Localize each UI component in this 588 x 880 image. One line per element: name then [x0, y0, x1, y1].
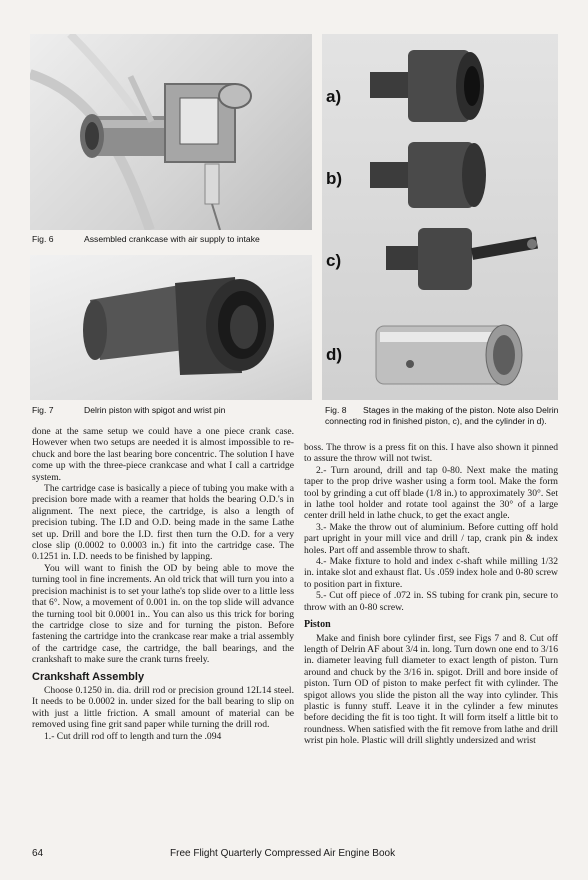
book-title: Free Flight Quarterly Compressed Air Engine Book — [170, 848, 396, 859]
left-paragraph: Choose 0.1250 in. dia. drill rod or precision ground 12L14 steel. It needs to be 0.0002 in. under sized for the ball bearing to slip on with just a little friction. A small amount of material can be removed using fine grit sand paper while turning the drill rod. — [32, 684, 294, 731]
left-paragraph: The cartridge case is basically a piece of tubing you make with a precision bore made with a reamer that holds the bearing O.D.'s in alignment. The next piece, the cartridge, is also a length of precision tubing. The I.D and O.D. being made in the same Lathe set up. Drill and bore the I.D. first then turn the O.D. for a very close slip (0.0002 to 0.0003 in.) fit into the cartridge case. The 0.1251 in. I.D. needs to be finished by lapping. — [32, 483, 294, 563]
section-heading-crankshaft: Crankshaft Assembly — [32, 670, 145, 683]
fig7-caption-text: Delrin piston with spigot and wrist pin — [84, 405, 226, 415]
right-paragraph: 2.- Turn around, drill and tap 0-80. Next make the mating taper to the prop drive washer using a form tool. Make the form tool by grinding a cut off blade (1/8 in.) to approximately 30°. Set in lathe tool holder and rotate tool against the 30° of a large center drill held in lathe chuck, to get the exact angle. — [304, 464, 558, 522]
right-paragraph: Make and finish bore cylinder first, see Figs 7 and 8. Cut off length of Delrin AF about 3/4 in. long. Turn down one end to 3/16 in. diameter leaving full diameter to exact length of piston. Turn around and chuck by the 3/16 in. spigot. Drill and bore inside of piston. Turn OD of piston to make perfect fit with cylinder. The spigot allows you slide the piston all the way into cylinder. This plastic is funny stuff. Leave it in the cylinder a few minutes before deciding the fit is too tight. It will form itself a little bit to roundness. When satisfied with the fit remove from lathe and drill wrist pin hole. Plastic will drill slightly undersized and wrist — [304, 632, 558, 747]
section-heading-piston: Piston — [304, 619, 331, 631]
delrin-piston-illustration — [30, 255, 312, 400]
left-paragraph: done at the same setup we could have a one piece crank case. However when two setups are needed it is almost impossible to re-chuck and bore the last bearing bore concentric. The solution I have come up with the three-piece crankcase and what I call a cartridge system. — [32, 426, 294, 483]
crankcase-assembly-illustration — [30, 34, 312, 230]
right-paragraph: boss. The throw is a press fit on this. I have also shown it pinned to assure the throw will not twist. — [304, 442, 558, 465]
right-paragraph: 5.- Cut off piece of .072 in. SS tubing for crank pin, secure to throw with an 0-80 screw. — [304, 590, 558, 613]
left-column — [32, 426, 294, 742]
fig8-photo — [322, 34, 558, 400]
piston-stages-illustration — [322, 34, 558, 400]
fig6-caption — [32, 234, 322, 245]
fig6-photo — [30, 34, 312, 230]
fig8-caption — [325, 405, 563, 427]
fig8-label-a: a) — [326, 87, 342, 106]
right-column — [304, 442, 558, 747]
fig6-caption-text: Assembled crankcase with air supply to intake — [84, 234, 260, 244]
fig8-number: Fig. 8 — [325, 405, 347, 415]
fig8-label-d: d) — [326, 345, 343, 364]
left-paragraph: You will want to finish the OD by being able to move the turning tool in fine increments. An old trick that will turn you into a precision machinist is to set your lathe's top slide over to a little less that 6°. Now, a movement of 0.001 in. on the top slide will advance the turning tool bit 0.0001 in.. You can also us this trick for boring the cartridge close to size and for turning the piston. Before fastening the cartridge into the crankcase rear make a trial assembly of the cartridge case, the cartridge, the ball bearings, and the crankshaft to make sure the crank turns freely. — [32, 562, 294, 666]
fig8-label-c: c) — [326, 251, 342, 270]
right-paragraph: 3.- Make the throw out of aluminium. Before cutting off hold part upright in your mill vice and drill / tap, crank pin & index holes. Part off and assemble throw to shaft. — [304, 521, 558, 556]
fig7-caption — [32, 405, 322, 416]
fig7-photo — [30, 255, 312, 400]
fig6-number: Fig. 6 — [32, 234, 54, 244]
left-paragraph: 1.- Cut drill rod off to length and turn the .094 — [44, 730, 222, 742]
page-number: 64 — [32, 848, 44, 859]
fig8-caption-text: Stages in the making of the piston. Note also Delrin connecting rod in finished piston, c), and the cylinder in d). — [325, 405, 559, 426]
right-paragraph: 4.- Make fixture to hold and index c-shaft while milling 1/32 in. intake slot and exhaust flat. Us .059 index hole and 0-80 screw to position part in fixture. — [304, 556, 558, 590]
fig8-label-b: b) — [326, 169, 343, 188]
fig7-number: Fig. 7 — [32, 405, 54, 415]
